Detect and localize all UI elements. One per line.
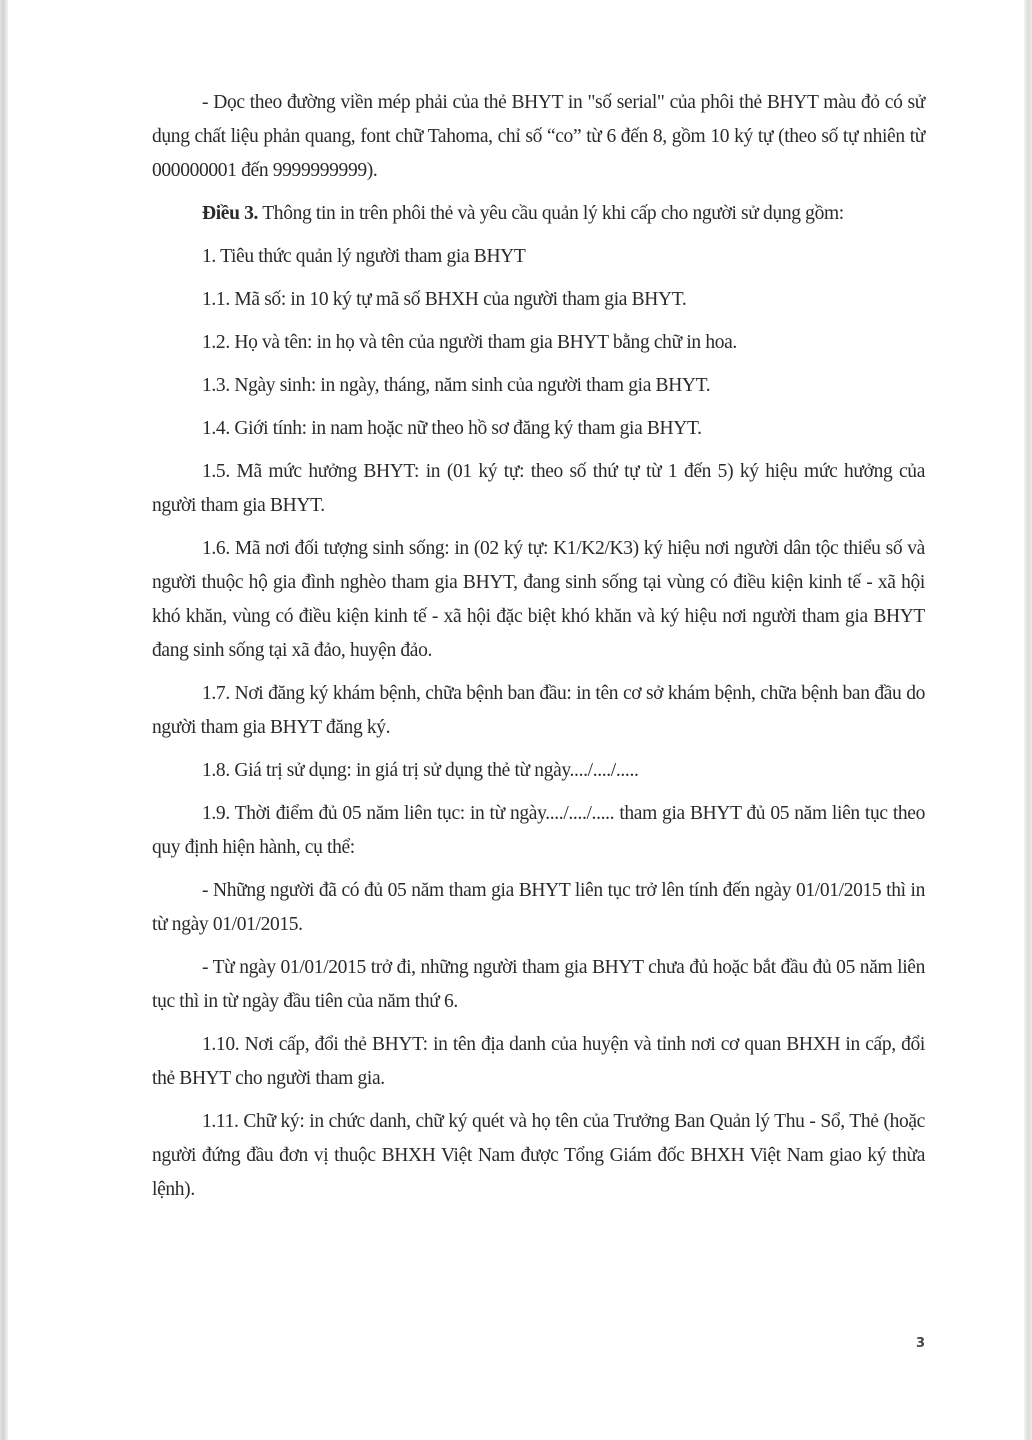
scan-right-edge (1024, 0, 1032, 1440)
scan-left-edge (0, 0, 8, 1440)
paragraph-1-2: 1.2. Họ và tên: in họ và tên của người tham gia BHYT bằng chữ in hoa. (202, 332, 737, 353)
page-number: 3 (916, 1336, 926, 1351)
paragraph-1-9-b: - Từ ngày 01/01/2015 trở đi, những người tham gia BHYT chưa đủ hoặc bắt đầu đủ 05 năm liên tục thì in từ ngày đầu tiên của năm thứ 6. (152, 957, 925, 1012)
paragraph-1-7: 1.7. Nơi đăng ký khám bệnh, chữa bệnh ban đầu: in tên cơ sở khám bệnh, chữa bệnh ban đầu do người tham gia BHYT đăng ký. (152, 683, 925, 738)
paragraph-1-8: 1.8. Giá trị sử dụng: in giá trị sử dụng thẻ từ ngày..../..../..... (202, 760, 639, 781)
paragraph-serial-number: - Dọc theo đường viền mép phải của thẻ BHYT in "số serial" của phôi thẻ BHYT màu đỏ có sử dụng chất liệu phản quang, font chữ Tahoma, chỉ số “co” từ 6 đến 8, gồm 10 ký tự (theo số tự nhiên từ 000000001 đến 9999999999). (152, 92, 925, 181)
paragraph-article-3 (152, 197, 925, 231)
paragraph-1-11: 1.11. Chữ ký: in chức danh, chữ ký quét và họ tên của Trưởng Ban Quản lý Thu - Sổ, Thẻ (hoặc người đứng đầu đơn vị thuộc BHXH Việt Nam được Tổng Giám đốc BHXH Việt Nam giao ký thừa lệnh). (152, 1111, 925, 1200)
paragraph-1-1: 1.1. Mã số: in 10 ký tự mã số BHXH của người tham gia BHYT. (202, 289, 687, 310)
article-3-body: Thông tin in trên phôi thẻ và yêu cầu quản lý khi cấp cho người sử dụng gồm: (258, 203, 844, 224)
paragraph-1-4: 1.4. Giới tính: in nam hoặc nữ theo hồ sơ đăng ký tham gia BHYT. (202, 418, 702, 439)
article-3-heading: Điều 3. (202, 203, 259, 224)
paragraph-1-3: 1.3. Ngày sinh: in ngày, tháng, năm sinh của người tham gia BHYT. (202, 375, 711, 396)
paragraph-1-6: 1.6. Mã nơi đối tượng sinh sống: in (02 ký tự: K1/K2/K3) ký hiệu nơi người dân tộc thiểu số và người thuộc hộ gia đình nghèo tham gia BHYT, đang sinh sống tại vùng có điều kiện kinh tế - xã hội khó khăn, vùng có điều kiện kinh tế - xã hội đặc biệt khó khăn và ký hiệu nơi người tham gia BHYT đang sinh sống tại xã đảo, huyện đảo. (152, 538, 925, 661)
paragraph-1-9-a: - Những người đã có đủ 05 năm tham gia BHYT liên tục trở lên tính đến ngày 01/01/2015 thì in từ ngày 01/01/2015. (152, 880, 925, 935)
paragraph-1-9: 1.9. Thời điểm đủ 05 năm liên tục: in từ ngày..../..../..... tham gia BHYT đủ 05 năm liên tục theo quy định hiện hành, cụ thể: (152, 803, 925, 858)
paragraph-1-10: 1.10. Nơi cấp, đổi thẻ BHYT: in tên địa danh của huyện và tỉnh nơi cơ quan BHXH in cấp, đổi thẻ BHYT cho người tham gia. (152, 1034, 925, 1089)
paragraph-section-1: 1. Tiêu thức quản lý người tham gia BHYT (202, 246, 526, 267)
paragraph-1-5: 1.5. Mã mức hưởng BHYT: in (01 ký tự: theo số thứ tự từ 1 đến 5) ký hiệu mức hưởng của người tham gia BHYT. (152, 461, 925, 516)
document-page (152, 86, 925, 1216)
